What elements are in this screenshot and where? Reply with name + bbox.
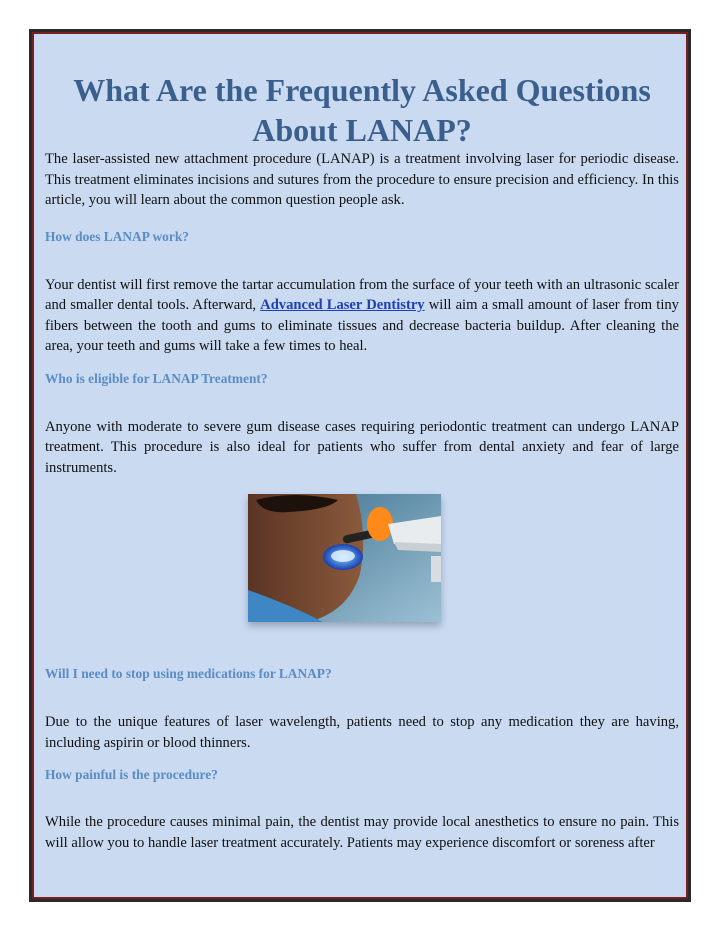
- section-heading: How painful is the procedure?: [45, 767, 218, 782]
- section-heading: Will I need to stop using medications for LANAP?: [45, 666, 332, 681]
- advanced-laser-dentistry-link[interactable]: Advanced Laser Dentistry: [260, 297, 425, 313]
- section-heading: Who is eligible for LANAP Treatment?: [45, 370, 268, 386]
- intro-paragraph: The laser-assisted new attachment procedure (LANAP) is a treatment involving laser for periodic disease. This treatment eliminates incisions and sutures from the procedure to ensure precision and efficiency. In this article, you will learn about the common question people ask.: [45, 151, 679, 208]
- section-paragraph: Anyone with moderate to severe gum disease cases requiring periodontic treatment can undergo LANAP treatment. This procedure is also ideal for patients who suffer from dental anxiety and fear of large instruments.: [45, 418, 679, 476]
- paragraph-text: will aim a small amount of laser from tiny fibers between the tooth and gums to eliminate tissues and decrease bacteria buildup. After cleaning the area, your teeth and gums will take a few times to heal.: [45, 297, 679, 354]
- article-content-lower: [45, 666, 679, 853]
- section-paragraph: Due to the unique features of laser wavelength, patients need to stop any medication they are having, including aspirin or blood thinners.: [45, 714, 679, 751]
- section-paragraph: [45, 275, 679, 357]
- page-frame: [29, 29, 691, 902]
- section-paragraph: While the procedure causes minimal pain, the dentist may provide local anesthetics to ensure no pain. This will allow you to handle laser treatment accurately. Patients may experience discomfort or soreness after: [45, 814, 679, 851]
- dental-laser-photo: [248, 494, 441, 622]
- article-title: What Are the Frequently Asked Questions About LANAP?: [73, 72, 651, 148]
- page-inner-frame: [32, 32, 688, 899]
- section-heading: How does LANAP work?: [45, 228, 189, 244]
- article-content: [45, 70, 679, 478]
- paragraph-text: Your dentist will first remove the tartar accumulation from the surface of your teeth with an ultrasonic scaler and smaller dental tools. Afterward,: [45, 276, 679, 313]
